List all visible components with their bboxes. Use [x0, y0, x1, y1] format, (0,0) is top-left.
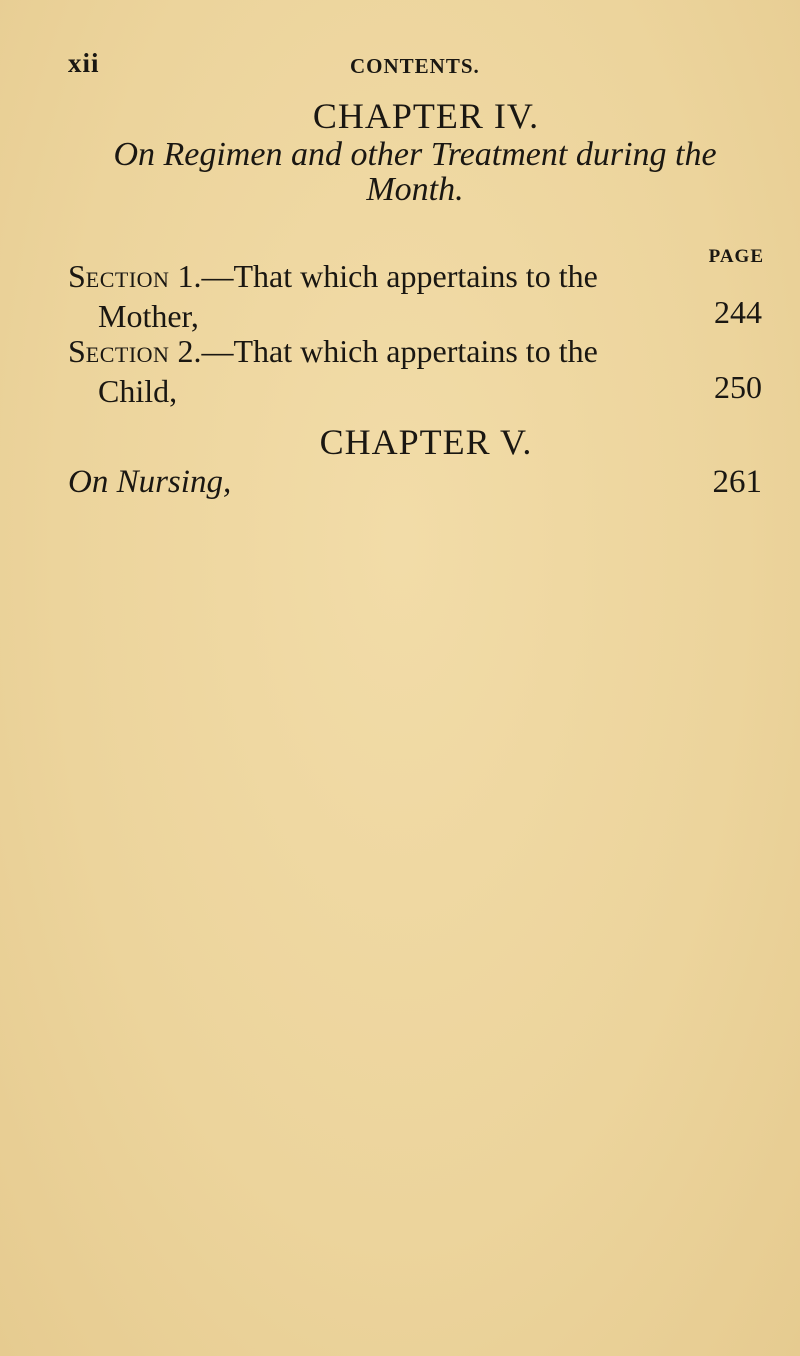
chapter-5-heading: CHAPTER V. [319, 422, 533, 462]
nursing-label: On Nursing, [68, 464, 232, 500]
section-text: 1.—That which appertains to the [177, 258, 598, 294]
running-head [68, 48, 762, 80]
chapter-4-subtitle-line-1: On Regimen and other Treatment during the [113, 136, 717, 173]
section-cap: S [68, 333, 86, 369]
toc-entry-line [68, 258, 762, 298]
running-title: CONTENTS. [350, 54, 480, 78]
toc-entry-section-1 [68, 258, 762, 334]
page-number: 261 [712, 464, 762, 500]
page-folio: xii [68, 48, 100, 78]
page-column-label: PAGE [708, 246, 764, 267]
page-number: 250 [714, 369, 762, 405]
section-continuation: Mother, [98, 298, 199, 334]
section-smallcaps: ECTION [85, 342, 170, 367]
toc-entry-nursing [68, 464, 762, 501]
toc-entry-section-2 [68, 333, 762, 409]
chapter-4-heading: CHAPTER IV. [312, 96, 540, 136]
section-text: 2.—That which appertains to the [177, 333, 598, 369]
section-continuation: Child, [98, 373, 178, 409]
page-number: 244 [714, 294, 762, 330]
section-smallcaps: ECTION [85, 267, 170, 292]
toc-entry-line [68, 333, 762, 373]
chapter-4-subtitle [68, 137, 762, 207]
chapter-4-subtitle-line-2: Month. [366, 171, 464, 208]
section-cap: S [68, 258, 86, 294]
